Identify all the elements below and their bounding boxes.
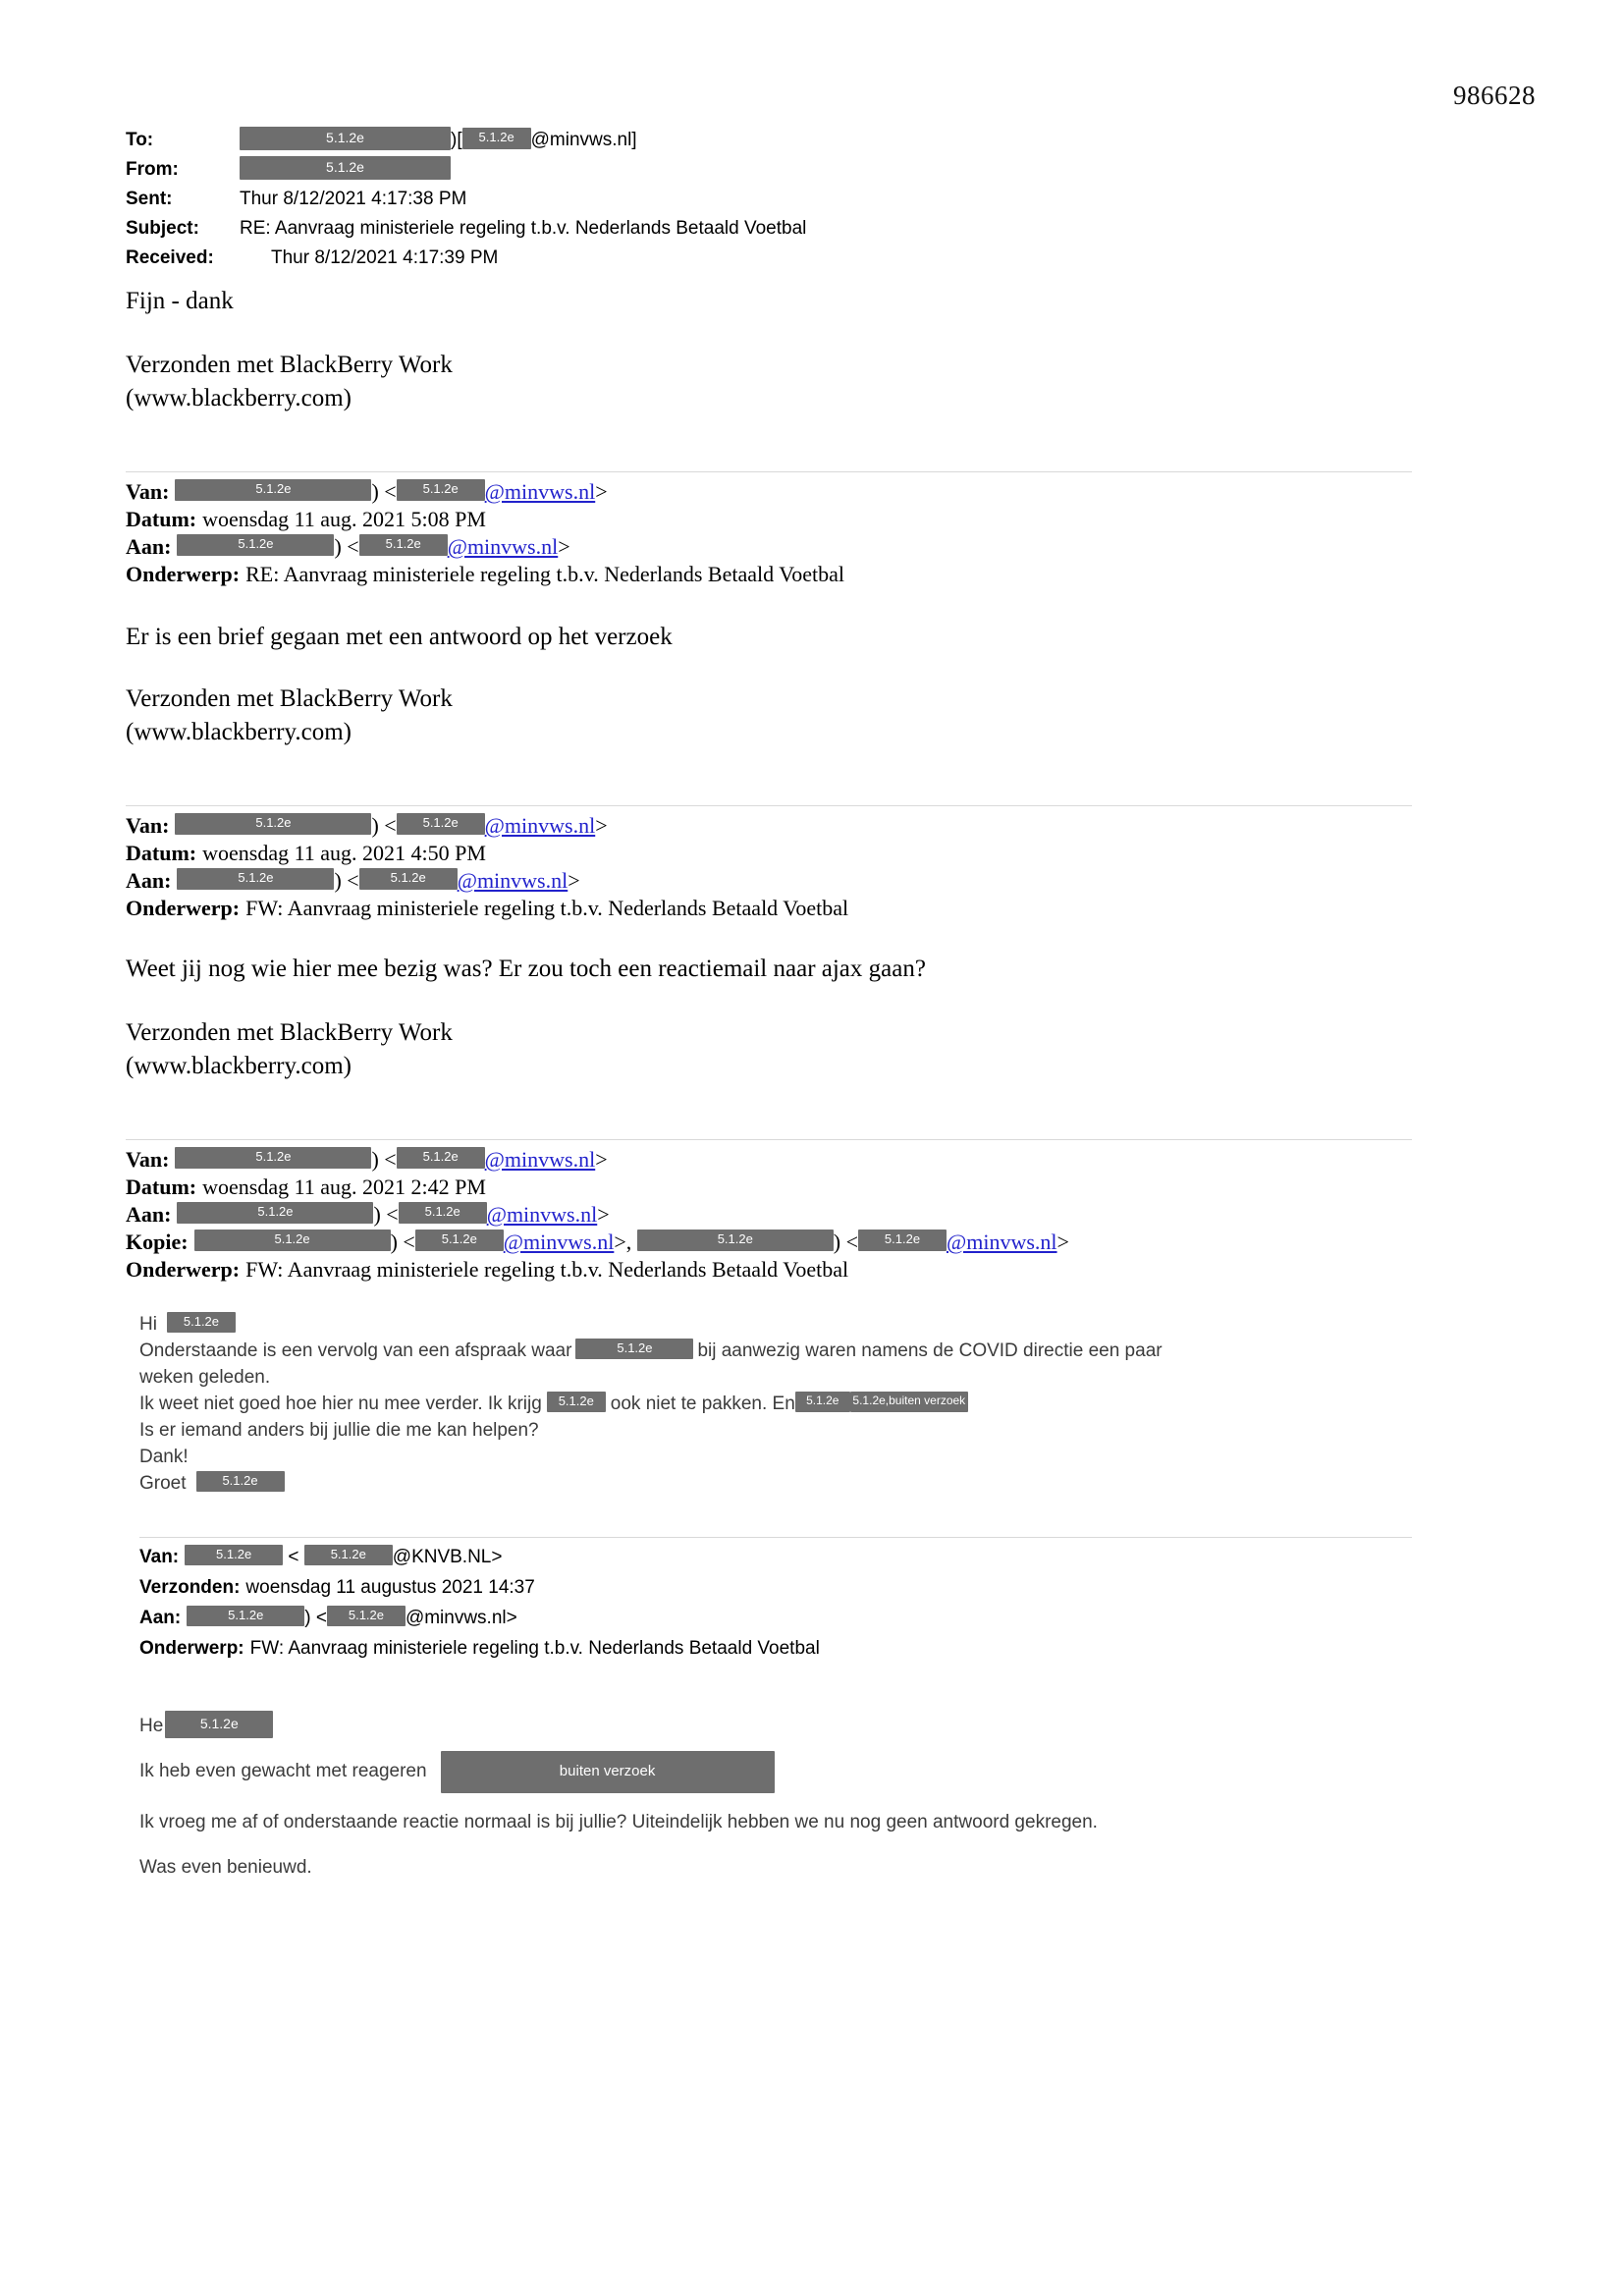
message5-onderwerp-value: FW: Aanvraag ministeriele regeling t.b.v. Nederlands Betaald Voetbal [249, 1637, 820, 1659]
message3-signature-line2: (www.blackberry.com) [126, 1053, 352, 1079]
redaction-bar: 5.1.2e [359, 534, 448, 556]
redaction-bar: 5.1.2e [185, 1545, 283, 1566]
document-id: 986628 [1453, 81, 1536, 110]
header-row-sent [126, 185, 1402, 214]
email-domain-link[interactable]: @minvws.nl [947, 1230, 1057, 1254]
message3-body: Weet jij nog wie hier mee bezig was? Er zou toch een reactiemail naar ajax gaan? [126, 956, 926, 982]
redaction-bar: 5.1.2e [175, 813, 371, 835]
message3-onderwerp [126, 895, 1412, 922]
redaction-bar: 5.1.2e [359, 868, 458, 890]
redaction-bar: 5.1.2e [397, 479, 485, 501]
message4-datum [126, 1174, 1412, 1201]
message1-signature-line1: Verzonden met BlackBerry Work [126, 352, 453, 378]
message4-onderwerp [126, 1256, 1412, 1284]
label-onderwerp: Onderwerp: [126, 562, 241, 586]
message4-header [126, 1146, 1412, 1284]
message4-greeting-line [139, 1311, 1406, 1338]
email-domain-link[interactable]: @minvws.nl [503, 1230, 615, 1254]
message3-datum [126, 840, 1412, 867]
label-van: Van: [126, 813, 170, 838]
angle-close: > [595, 1147, 608, 1172]
redaction-bar: 5.1.2e [327, 1606, 406, 1627]
angle-close: > [597, 1202, 610, 1227]
label-onderwerp: Onderwerp: [139, 1637, 244, 1659]
redaction-bar: 5.1.2e [304, 1545, 393, 1566]
redaction-bar: 5.1.2e [415, 1230, 504, 1251]
message4-line3a: Ik weet niet goed hoe hier nu mee verder. Ik krijg [139, 1394, 542, 1414]
redaction-bar: 5.1.2e [637, 1230, 834, 1251]
paren: ) < [833, 1230, 858, 1254]
message4-line1b: bij aanwezig waren namens de COVID directie een paar [697, 1340, 1163, 1361]
message4-onderwerp-value: FW: Aanvraag ministeriele regeling t.b.v. Nederlands Betaald Voetbal [245, 1257, 849, 1282]
paren: ) < [371, 1147, 397, 1172]
divider [126, 1139, 1412, 1140]
paren: ) < [334, 868, 359, 893]
label-aan: Aan: [126, 1202, 172, 1227]
message5-body [139, 1707, 1406, 1887]
header-row-subject [126, 214, 1402, 244]
to-suffix-a: )[ [451, 130, 462, 150]
message5-line3: Was even benieuwd. [139, 1857, 312, 1878]
header-label-from: From: [126, 159, 179, 180]
redaction-bar: 5.1.2e [187, 1606, 304, 1627]
redaction-bar: 5.1.2e [177, 1202, 373, 1224]
email-domain-link[interactable]: @minvws.nl [447, 534, 559, 559]
message3-header [126, 812, 1412, 922]
message4-van [126, 1146, 1412, 1174]
message1-body: Fijn - dank [126, 288, 234, 314]
message2-body: Er is een brief gegaan met een antwoord op het verzoek [126, 624, 673, 650]
header-label-to: To: [126, 130, 154, 150]
message4-groet: Groet [139, 1473, 187, 1494]
angle-close: > [568, 868, 580, 893]
message5-verzonden-value: woensdag 11 augustus 2021 14:37 [245, 1576, 535, 1598]
header-label-received: Received: [126, 247, 214, 268]
redaction-bar: 5.1.2e [167, 1312, 236, 1334]
angle-close: > [595, 813, 608, 838]
message5-greeting: He [139, 1716, 164, 1736]
message3-van [126, 812, 1412, 840]
paren: ) < [390, 1230, 415, 1254]
redaction-bar: 5.1.2e [177, 534, 334, 556]
email-domain-link[interactable]: @minvws.nl [484, 813, 596, 838]
header-row-received [126, 244, 1402, 273]
message4-line2: weken geleden. [139, 1367, 271, 1388]
label-aan: Aan: [126, 868, 172, 893]
redaction-bar: 5.1.2e [399, 1202, 487, 1224]
label-aan: Aan: [126, 534, 172, 559]
redaction-bar: 5.1.2e [397, 813, 485, 835]
message5-greeting-line [139, 1707, 1406, 1746]
email-domain-link[interactable]: @minvws.nl [484, 1147, 596, 1172]
header-value-subject: RE: Aanvraag ministeriele regeling t.b.v. Nederlands Betaald Voetbal [240, 218, 807, 239]
message5-line1 [139, 1746, 1406, 1797]
message4-greeting: Hi [139, 1314, 157, 1335]
label-onderwerp: Onderwerp: [126, 1257, 241, 1282]
header-value-from [240, 155, 451, 185]
label-datum: Datum: [126, 1175, 197, 1199]
message4-aan [126, 1201, 1412, 1229]
paren: ) < [371, 479, 397, 504]
header-label-sent: Sent: [126, 189, 173, 209]
message4-line5: Dank! [139, 1447, 189, 1467]
redaction-bar: 5.1.2e [194, 1230, 391, 1251]
minvws-domain-text: @minvws.nl [405, 1607, 507, 1628]
message4-line3 [139, 1391, 1406, 1417]
paren: ) < [373, 1202, 399, 1227]
message4-body [139, 1311, 1406, 1497]
message2-signature-line1: Verzonden met BlackBerry Work [126, 685, 453, 712]
paren: ) < [334, 534, 359, 559]
header-row-from [126, 155, 1402, 185]
message4-datum-value: woensdag 11 aug. 2021 2:42 PM [202, 1175, 486, 1199]
redaction-bar: 5.1.2e [196, 1471, 285, 1493]
message5-verzonden [139, 1572, 1426, 1603]
message2-onderwerp [126, 561, 1412, 588]
header-value-received: Thur 8/12/2021 4:17:39 PM [271, 247, 499, 268]
redaction-bar: 5.1.2e [397, 1147, 485, 1169]
label-datum: Datum: [126, 841, 197, 865]
message2-datum-value: woensdag 11 aug. 2021 5:08 PM [202, 507, 486, 531]
message5-aan [139, 1603, 1426, 1633]
message4-kopie [126, 1229, 1412, 1256]
redaction-bar-outside-request: 5.1.2e,buiten verzoek [850, 1392, 968, 1411]
label-onderwerp: Onderwerp: [126, 896, 241, 920]
message3-signature-line1: Verzonden met BlackBerry Work [126, 1019, 453, 1046]
email-domain-link[interactable]: @minvws.nl [457, 868, 568, 893]
message5-minvws-domain: @minvws.nl> [405, 1607, 517, 1628]
message5-line1-text: Ik heb even gewacht met reageren [139, 1761, 427, 1781]
paren: ) < [304, 1607, 327, 1628]
message2-signature-line2: (www.blackberry.com) [126, 719, 352, 745]
divider [139, 1537, 1412, 1538]
message4-line4: Is er iemand anders bij jullie die me kan helpen? [139, 1420, 539, 1441]
label-verzonden: Verzonden: [139, 1576, 241, 1598]
email-domain-link[interactable]: @minvws.nl [484, 479, 596, 504]
angle-close: > [595, 479, 608, 504]
message1-signature-line2: (www.blackberry.com) [126, 385, 352, 411]
message2-onderwerp-value: RE: Aanvraag ministeriele regeling t.b.v. Nederlands Betaald Voetbal [245, 562, 845, 586]
message2-header [126, 478, 1412, 588]
label-datum: Datum: [126, 507, 197, 531]
header-label-subject: Subject: [126, 218, 199, 239]
redaction-bar: 5.1.2e [462, 128, 531, 149]
redaction-bar: 5.1.2e [858, 1230, 947, 1251]
angle-close: > [1056, 1230, 1069, 1254]
redaction-bar: 5.1.2e [547, 1392, 606, 1413]
label-kopie: Kopie: [126, 1230, 189, 1254]
label-aan: Aan: [139, 1607, 182, 1628]
header-row-to [126, 126, 1402, 155]
message5-line2: Ik vroeg me af of onderstaande reactie normaal is bij jullie? Uiteindelijk hebben we nu nog geen antwoord gekregen. [139, 1812, 1098, 1832]
label-van: Van: [139, 1546, 180, 1567]
message4-line6 [139, 1470, 1406, 1497]
message2-aan [126, 533, 1412, 561]
comma: >, [614, 1230, 637, 1254]
divider [126, 471, 1412, 472]
message4-line1a: Onderstaande is een vervolg van een afspraak waar [139, 1340, 572, 1361]
redaction-bar: 5.1.2e [795, 1392, 850, 1411]
angle-open: < [283, 1546, 304, 1567]
message4-line3b: ook niet te pakken. En [610, 1394, 795, 1414]
message3-onderwerp-value: FW: Aanvraag ministeriele regeling t.b.v. Nederlands Betaald Voetbal [245, 896, 849, 920]
message5-knvb-domain: @KNVB.NL> [392, 1546, 503, 1567]
angle-close: > [558, 534, 570, 559]
redaction-bar: 5.1.2e [240, 127, 451, 149]
email-header [126, 126, 1402, 273]
paren: ) < [371, 813, 397, 838]
message4-line1 [139, 1338, 1406, 1364]
header-value-to [240, 126, 637, 155]
message3-aan [126, 867, 1412, 895]
header-value-sent: Thur 8/12/2021 4:17:38 PM [240, 189, 467, 209]
divider [126, 805, 1412, 806]
message5-van [139, 1542, 1426, 1572]
redaction-bar-outside-request: buiten verzoek [441, 1751, 775, 1793]
label-van: Van: [126, 479, 170, 504]
email-domain-link[interactable]: @minvws.nl [486, 1202, 598, 1227]
message3-datum-value: woensdag 11 aug. 2021 4:50 PM [202, 841, 486, 865]
redaction-bar: 5.1.2e [175, 479, 371, 501]
redaction-bar: 5.1.2e [165, 1711, 273, 1737]
redaction-bar: 5.1.2e [175, 1147, 371, 1169]
message2-datum [126, 506, 1412, 533]
message5-header [139, 1542, 1426, 1664]
message2-van [126, 478, 1412, 506]
knvb-domain-text: @KNVB.NL [392, 1546, 492, 1567]
redaction-bar: 5.1.2e [177, 868, 334, 890]
label-van: Van: [126, 1147, 170, 1172]
message5-onderwerp [139, 1633, 1426, 1664]
redaction-bar: 5.1.2e [575, 1339, 693, 1360]
to-suffix-b: @minvws.nl] [530, 130, 637, 150]
redaction-bar: 5.1.2e [240, 156, 451, 179]
